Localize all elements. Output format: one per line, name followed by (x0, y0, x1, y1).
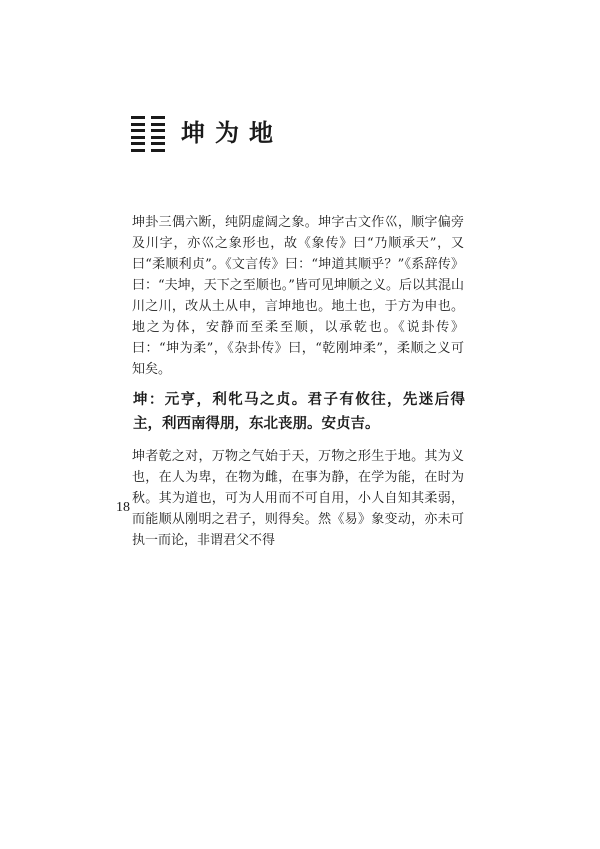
chapter-title: 坤为地 (181, 118, 283, 147)
kun-hexagram-icon (131, 116, 165, 152)
hexagram-line (131, 123, 165, 126)
hexagram-line (131, 129, 165, 132)
judgment-text: 坤：元亨，利牝马之贞。君子有攸往，先迷后得主，利西南得朋，东北丧朋。安贞吉。 (133, 392, 465, 432)
hexagram-line (131, 142, 165, 145)
intro-paragraph: 坤卦三偶六断，纯阴虚阔之象。坤字古文作巛，顺字偏旁及川字，亦巛之象形也，故《象传》曰“乃顺承天”，又曰“柔顺利贞”。《文言传》曰：“坤道其顺乎？”《系辞传》曰：“夫坤，天下之至顺也。”皆可见坤顺之义。后以其混山川之川，改从土从申，言坤地也。地土也，于方为申也。地之为体，安静而至柔至顺，以承乾也。《说卦传》曰：“坤为柔”，《杂卦传》曰，“乾刚坤柔”，柔顺之义可知矣。 (132, 215, 464, 377)
hexagram-line (131, 116, 165, 119)
hexagram-line (131, 149, 165, 152)
commentary-paragraph: 坤者乾之对，万物之气始于天，万物之形生于地。其为义也，在人为卑，在物为雌，在事为静，在学为能，在时为秋。其为道也，可为人用而不可自用，小人自知其柔弱，而能顺从刚明之君子，则得矣。然《易》象变动，亦未可执一而论，非谓君父不得 (132, 449, 464, 548)
page-number: 18 (116, 500, 130, 515)
hexagram-line (131, 136, 165, 139)
